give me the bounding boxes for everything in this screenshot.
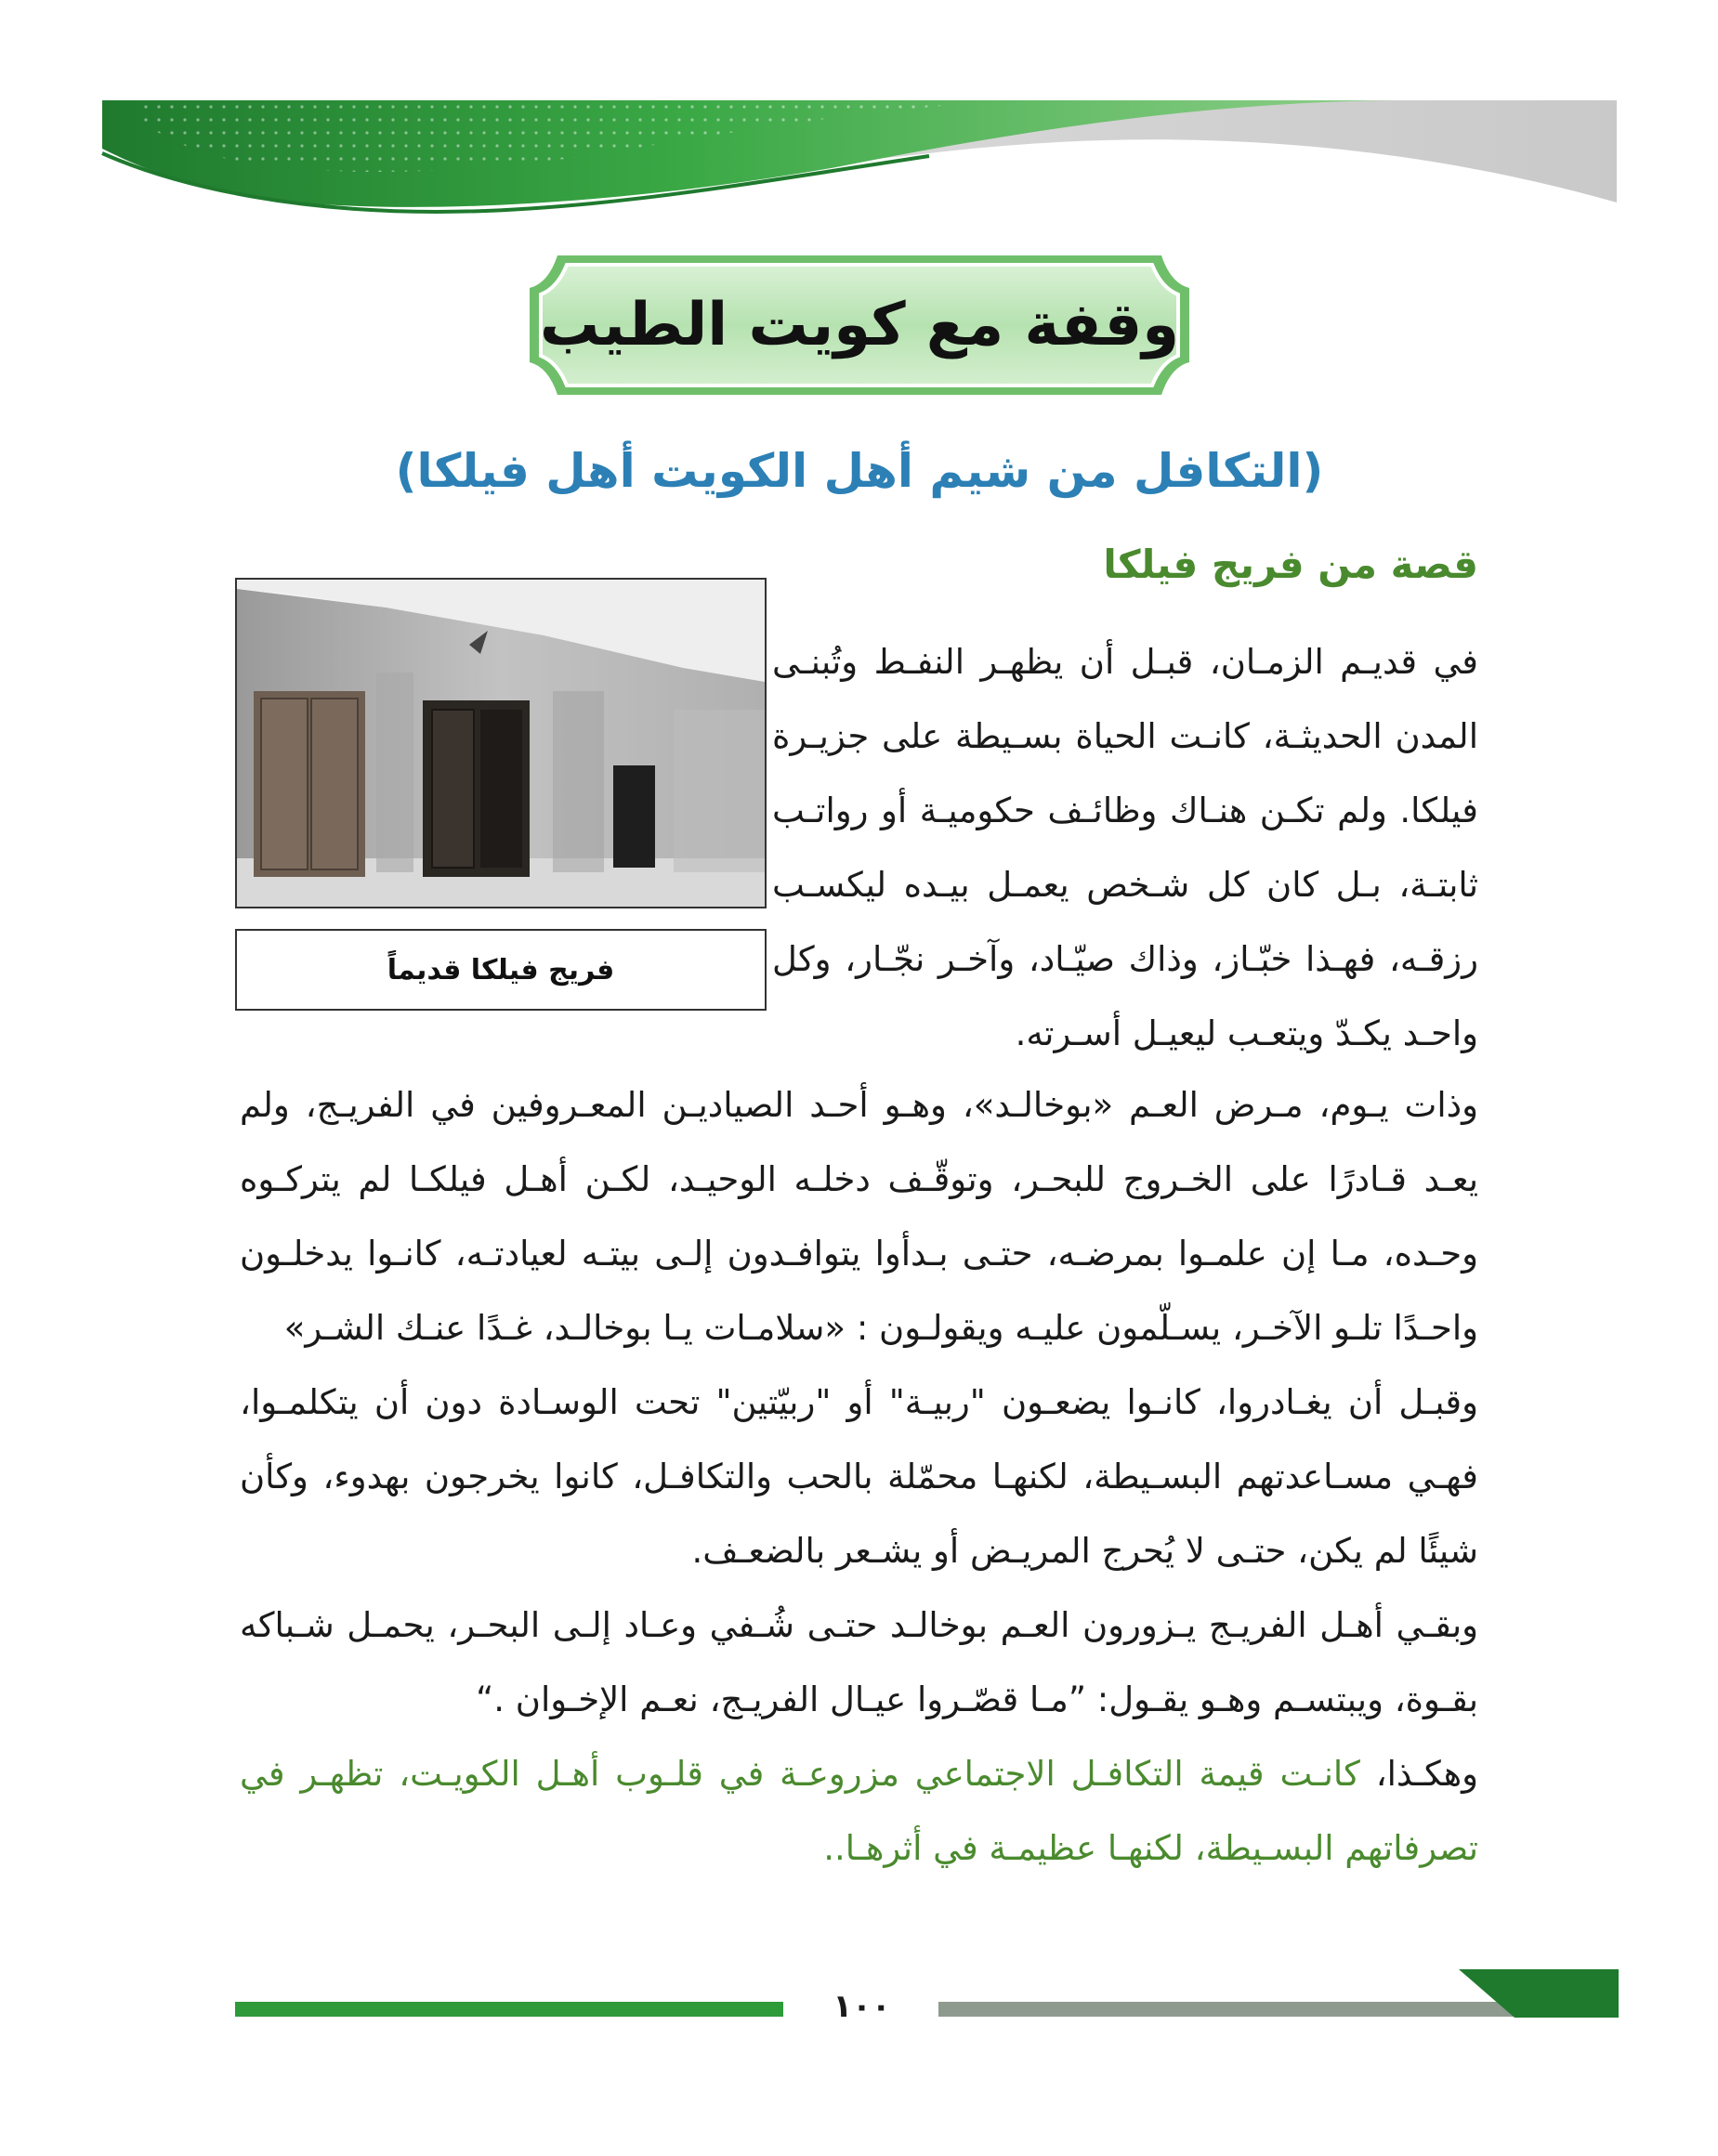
section-heading: قصة من فريج فيلكا: [1103, 542, 1478, 587]
page-number: ١٠٠: [833, 1988, 891, 2025]
closing-lead: وهكـذا،: [1359, 1754, 1478, 1794]
subtitle: (التكافل من شيم أهل الكويت أهل فيلكا): [395, 444, 1324, 498]
story-paragraph-1: وذات يـوم، مـرض العـم «بوخالـد»، وهـو أحـد الصياديـن المعـروفين في الفريـج، ولم يعـد قـادرًا على الخـروج للبحـر، وتوقّـف دخلـه الوحيـد، لكـن أهـل فيلكـا لم يتركـوه وحـده، مـا إن علمـوا بمرضـه، حتـى بـدأوا يتوافـدون إلـى بيتـه لعيادتـه، كانـوا يدخلـون واحـدًا تلـو الآخـر، يسـلّمون عليـه ويقولـون : «سلامـات يـا بوخالـد، غـدًا عنـك الشـر»: [240, 1085, 1478, 1348]
closing-highlight: كانـت قيمة التكافـل الاجتماعي مزروعـة في قلـوب أهـل الكويـت، تظهـر في تصرفاتهم البسـيطة، لكنهـا عظيمـة في أثرهـا..: [240, 1754, 1478, 1868]
intro-paragraph: في قديـم الزمـان، قبـل أن يظهـر النفـط وتُبنـى المدن الحديثـة، كانـت الحياة بسـيطة على جزيـرة فيلكا. ولم تكـن هنـاك وظائـف حكوميـة أو رواتـب ثابتـة، بـل كان كل شـخص يعمـل بيـده ليكسـب رزقـه، فهـذا خبّـاز، وذاك صيّـاد، وآخـر نجّـار، وكل واحـد يكـدّ ويتعـب ليعيـل أسـرته.: [772, 642, 1478, 1053]
footer-tab-decoration: [1459, 1969, 1619, 2018]
footer-bar-right: [938, 2002, 1544, 2017]
old-houses-photo: [235, 578, 767, 908]
photo-caption: فريج فيلكا قديماً: [235, 929, 767, 1011]
title-plaque: [520, 246, 1199, 404]
story-paragraph-2: وقبـل أن يغـادروا، كانـوا يضعـون "ربيـة" أو "ربيّتين" تحت الوسـادة دون أن يتكلمـوا، فهـي مسـاعدتهم البسـيطة، لكنهـا محمّلة بالحب والتكافـل، كانوا يخرجون بهدوء، وكأن شيئًا لم يكن، حتـى لا يُحرج المريـض أو يشـعر بالضعـف.: [240, 1382, 1478, 1571]
closing-paragraph: [240, 1737, 1478, 1886]
photo-illustration: [237, 580, 765, 907]
header-wave-decoration: [0, 0, 1718, 242]
page-title: وقفة مع كويت الطيب: [539, 291, 1180, 359]
story-paragraph-3: وبقـي أهـل الفريـج يـزورون العـم بوخالـد حتـى شُـفي وعـاد إلـى البحـر، يحمـل شـباكه بقـوة، ويبتسـم وهـو يقـول: ”مـا قصّـروا عيـال الفريـج، نعـم الإخـوان .“: [240, 1605, 1478, 1719]
footer-bar-left: [235, 2002, 783, 2017]
